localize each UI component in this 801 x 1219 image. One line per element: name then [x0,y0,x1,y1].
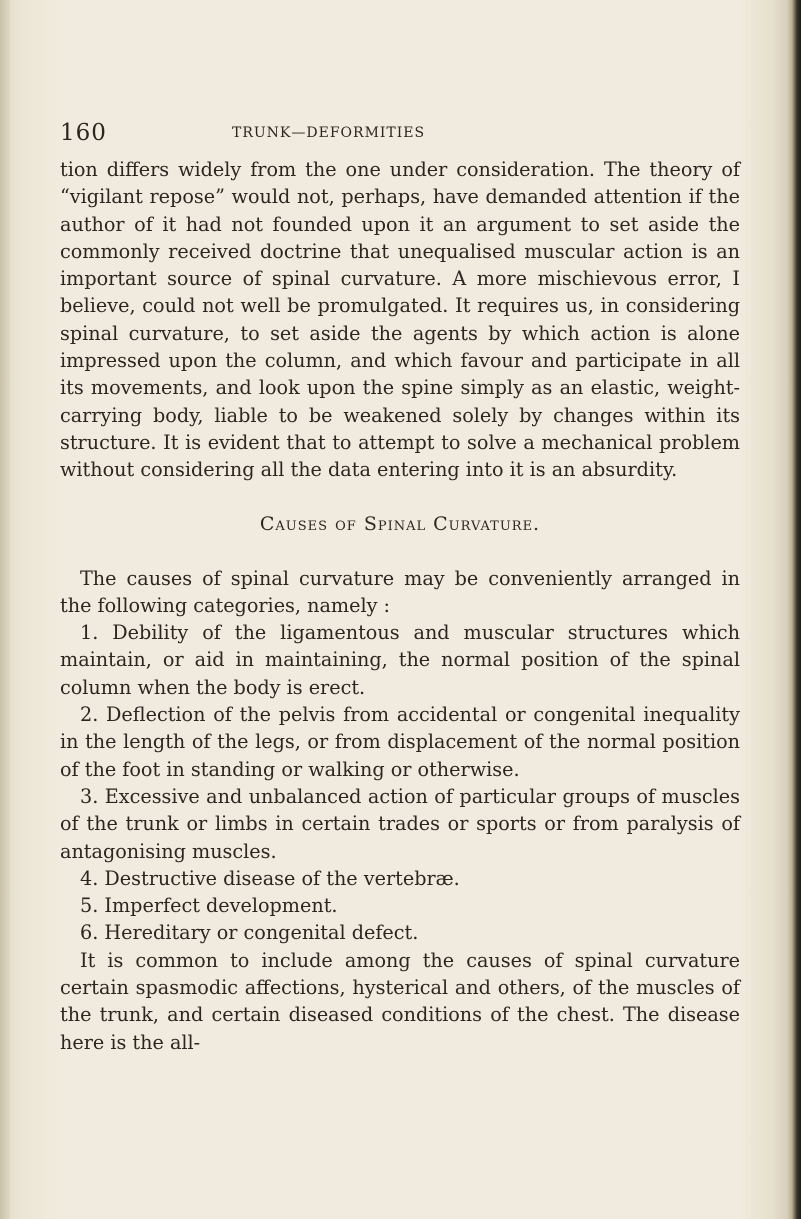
body-text [60,156,740,1056]
paragraph-intro: The causes of spinal curvature may be conveniently arranged in the following categories, namely : [60,566,740,617]
list-item-3: 3. Excessive and unbalanced action of particular groups of muscles of the trunk or limbs in certain trades or sports or from paralysis of antagonising muscles. [60,784,740,863]
list-item-6: 6. Hereditary or congenital defect. [80,921,419,945]
list-item-4: 4. Destructive disease of the vertebræ. [80,866,460,890]
paragraph-continuation: tion differs widely from the one under consideration. The theory of “vigilant repose” would not, perhaps, have demanded attention if the author of it had not founded upon it an argument to set aside the commonly received doctrine that unequalised muscular action is an important source of spinal curvature. A more mischievous error, I believe, could not well be promulgated. It requires us, in considering spinal curvature, to set aside the agents by which action is alone impressed upon the column, and which favour and participate in all its movements, and look upon the spine simply as an elastic, weight-carrying body, liable to be weakened solely by changes within its structure. It is evident that to attempt to solve a mechanical problem without considering all the data entering into it is an absurdity. [60,158,740,482]
page-header [60,120,740,150]
paragraph-final: It is common to include among the causes of spinal curvature certain spasmodic affections, hysterical and others, of the muscles of the trunk, and certain diseased conditions of the chest. The disease here is the all- [60,948,740,1054]
page-left-edge [0,0,10,1219]
section-heading: Causes of Spinal Curvature. [259,512,541,535]
list-item-5: 5. Imperfect development. [80,894,338,918]
page-number: 160 [60,120,107,146]
list-item-2: 2. Deflection of the pelvis from accidental or congenital inequality in the length of the legs, or from displacement of the normal position of the foot in standing or walking or otherwise. [60,703,740,781]
list-item-1: 1. Debility of the ligamentous and muscular structures which maintain, or aid in maintaining, the normal position of the spinal column when the body is erect. [60,621,740,699]
page-right-edge [787,0,801,1219]
running-head: TRUNK—DEFORMITIES [232,125,426,141]
